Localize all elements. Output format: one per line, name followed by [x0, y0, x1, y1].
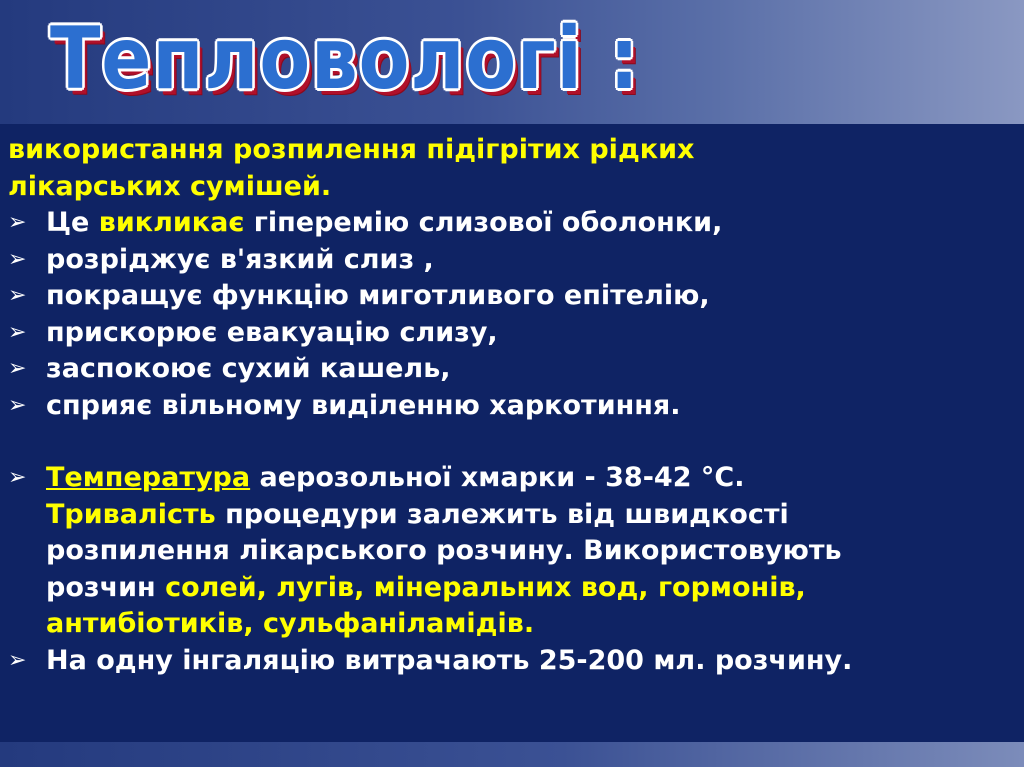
bullet-text: прискорює евакуацію слизу, [46, 316, 498, 348]
intro-line-1: використання розпилення підігрітих рідких [8, 134, 695, 165]
list-item [8, 205, 1008, 242]
duration-text: процедури залежить від швидкості [215, 498, 789, 530]
slide-title: Тепловологі : [50, 9, 640, 109]
list-item [8, 315, 1008, 352]
bullet-text-post: гіперемію слизової оболонки, [244, 207, 723, 238]
list-item [8, 388, 1008, 425]
arrow-bullet-icon: ➢ [8, 356, 27, 381]
temperature-label: Температура [46, 462, 251, 493]
paragraph-line: розпилення лікарського розчину. Використовують [46, 535, 842, 566]
intro-line-2: лікарських сумішей. [8, 170, 332, 202]
arrow-bullet-icon: ➢ [8, 465, 27, 490]
temperature-paragraph [8, 460, 1008, 643]
arrow-bullet-icon: ➢ [8, 319, 27, 345]
arrow-bullet-icon: ➢ [8, 246, 27, 272]
solution-highlight: солей, лугів, мінеральних вод, гормонів, [165, 571, 806, 603]
bullet-text: сприяє вільному виділенню харкотиння. [46, 389, 681, 421]
temperature-text: аерозольної хмарки - 38-42 °С. [250, 462, 745, 493]
bullet-highlight: викликає [98, 207, 245, 238]
arrow-bullet-icon: ➢ [8, 283, 27, 308]
slide-content [8, 132, 1008, 679]
bullet-text: заспокоює сухий кашель, [46, 353, 451, 384]
antibiotics-line: антибіотиків, сульфаніламідів. [46, 608, 535, 639]
footer-band [0, 742, 1024, 767]
bullet-text: розріджує в'язкий слиз , [46, 243, 434, 275]
arrow-bullet-icon: ➢ [8, 647, 27, 673]
list-item [8, 242, 1008, 279]
dosage-item [8, 643, 1008, 680]
dosage-text: На одну інгаляцію витрачають 25-200 мл. розчину. [46, 644, 853, 676]
duration-label: Тривалість [46, 498, 216, 530]
bullet-text: покращує функцію миготливого епітелію, [46, 280, 710, 311]
arrow-bullet-icon: ➢ [8, 392, 27, 418]
list-item [8, 278, 1008, 315]
spacer [8, 424, 1008, 460]
arrow-bullet-icon: ➢ [8, 210, 27, 235]
bullet-text-pre: Це [46, 207, 99, 238]
list-item [8, 351, 1008, 388]
solution-text: розчин [46, 571, 166, 603]
